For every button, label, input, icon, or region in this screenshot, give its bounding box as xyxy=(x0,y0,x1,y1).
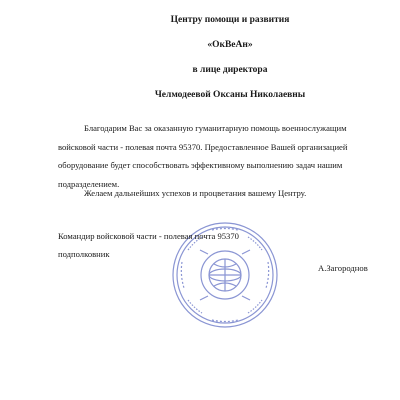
addressee-line-4: Челмодеевой Оксаны Николаевны xyxy=(154,90,306,100)
gratitude-paragraph: Благодарим Вас за оказанную гуманитарную помощь военнослужащим войсковой части - полевая почта 95370. Предоставленное Вашей организацией оборудование будет способствовать эффективному выполнению задач нашим подразделением. xyxy=(58,123,348,190)
letter-body xyxy=(58,119,358,194)
addressee-line-3: в лице директора xyxy=(192,65,268,75)
addressee-line-2: «ОкВеАн» xyxy=(207,40,253,50)
wishes-paragraph: Желаем дальнейших успехов и процветания вашему Центру. xyxy=(84,188,307,198)
signer-rank: подполковник xyxy=(58,249,110,259)
addressee-line-1: Центру помощи и развития xyxy=(170,15,290,25)
signature-block xyxy=(58,227,239,263)
signer-name: А.Загороднов xyxy=(318,263,368,273)
signer-position: Командир войсковой части - полевая почта 95370 xyxy=(58,231,239,241)
addressee-block xyxy=(130,16,330,101)
